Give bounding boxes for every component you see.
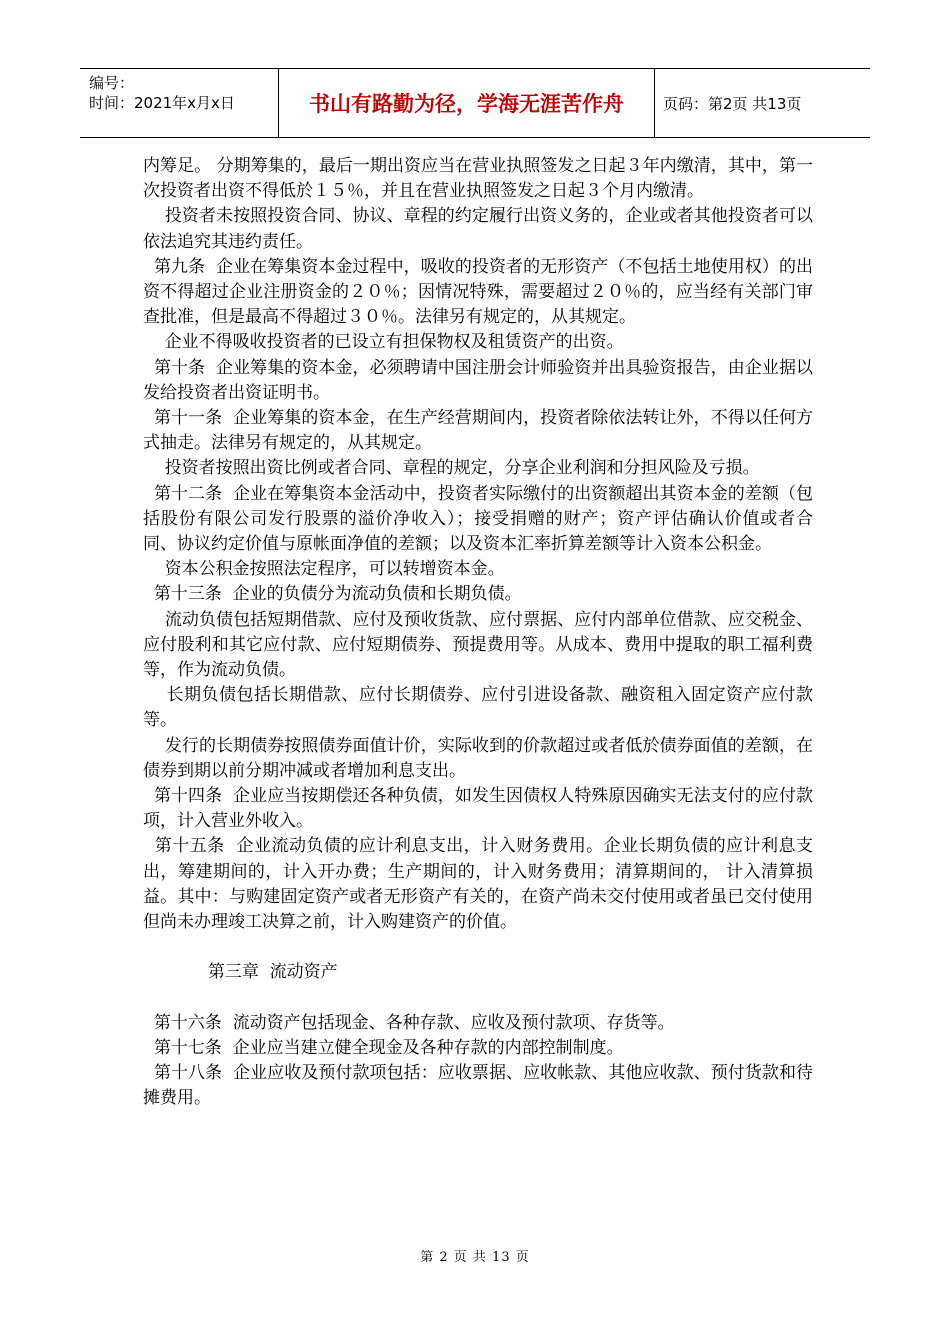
article-13: 第十三条 企业的负债分为流动负债和长期负债。 — [143, 584, 522, 605]
article-14: 第十四条 企业应当按期偿还各种负债，如发生因债权人特殊原因确实无法支付的应付款项，计入营业外收入。 — [143, 786, 814, 832]
paragraph: 投资者按照出资比例或者合同、章程的规定，分享企业利润和分担风险及亏损。 — [143, 458, 760, 479]
page-header — [80, 68, 870, 138]
paragraph: 资本公积金按照法定程序，可以转增资本金。 — [143, 559, 505, 580]
page-footer: 第 2 页 共 13 页 — [420, 1250, 530, 1265]
header-page-info: 页码：第2页 共13页 — [663, 94, 802, 113]
spacer — [143, 935, 813, 960]
chapter-heading: 第三章 流动资产 — [143, 962, 338, 983]
paragraph: 流动负债包括短期借款、应付及预收货款、应付票据、应付内部单位借款、应交税金、应付股利和其它应付款、应付短期债券、预提费用等。从成本、费用中提取的职工福利费等，作为流动负债。 — [143, 609, 814, 681]
article-16: 第十六条 流动资产包括现金、各种存款、应收及预付款项、存货等。 — [143, 1012, 675, 1033]
header-motto: 书山有路勤为径，学海无涯苦作舟 — [279, 69, 655, 137]
document-body — [143, 154, 813, 1111]
article-10: 第十条 企业筹集的资本金，必须聘请中国注册会计师验资并出具验资报告，由企业据以发给投资者出资证明书。 — [143, 357, 814, 403]
spacer — [143, 986, 813, 1011]
date-line: 时间：2021年x月x日 — [89, 94, 235, 112]
number-label: 编号： — [89, 74, 135, 92]
paragraph: 投资者未按照投资合同、协议、章程的约定履行出资义务的，企业或者其他投资者可以依法追究其违约责任。 — [143, 206, 814, 252]
article-17: 第十七条 企业应当建立健全现金及各种存款的内部控制制度。 — [143, 1037, 624, 1058]
article-15: 第十五条 企业流动负债的应计利息支出，计入财务费用。企业长期负债的应计利息支出，筹建期间的，计入开办费；生产期间的，计入财务费用；清算期间的， 计入清算损益。其中：与购建固定资产或者无形资产有关的，在资产尚未交付使用或者虽已交付使用但尚未办理竣工决算之前，计入购建资产的价值。 — [143, 836, 813, 933]
paragraph: 发行的长期债券按照债券面值计价，实际收到的价款超过或者低於债券面值的差额，在债券到期以前分期冲减或者增加利息支出。 — [143, 735, 814, 781]
paragraph: 企业不得吸收投资者的已设立有担保物权及租赁资产的出资。 — [143, 332, 624, 353]
header-meta — [80, 69, 279, 137]
paragraph: 长期负债包括长期借款、应付长期债券、应付引进设备款、融资租入固定资产应付款等。 — [143, 685, 813, 731]
article-11: 第十一条 企业筹集的资本金，在生产经营期间内，投资者除依法转让外，不得以任何方式抽走。法律另有规定的，从其规定。 — [143, 408, 814, 454]
article-18: 第十八条 企业应收及预付款项包括：应收票据、应收帐款、其他应收款、预付货款和待摊费用。 — [143, 1062, 814, 1109]
article-12: 第十二条 企业在筹集资本金活动中，投资者实际缴付的出资额超出其资本金的差额（包括股份有限公司发行股票的溢价净收入）；接受捐赠的财产；资产评估确认价值或者合同、协议约定价值与原帐面净值的差额；以及资本汇率折算差额等计入资本公积金。 — [143, 483, 814, 555]
paragraph: 内筹足。 分期筹集的，最后一期出资应当在营业执照签发之日起３年内缴清，其中，第一次投资者出资不得低於１５％，并且在营业执照签发之日起３个月内缴清。 — [143, 156, 813, 202]
article-9: 第九条 企业在筹集资本金过程中，吸收的投资者的无形资产（不包括土地使用权）的出资不得超过企业注册资金的２０％；因情况特殊，需要超过２０％的，应当经有关部门审查批准，但是最高不得超过３０％。法律另有规定的，从其规定。 — [143, 256, 814, 328]
